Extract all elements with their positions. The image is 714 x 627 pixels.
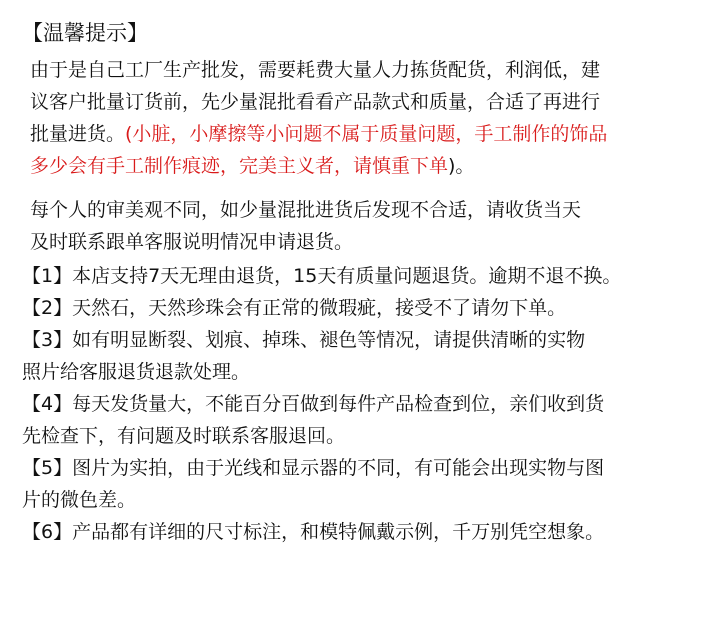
- intro-paragraph: [22, 54, 694, 182]
- notice-title: 【温馨提示】: [22, 21, 148, 45]
- intro-line-4: [30, 150, 694, 182]
- intro-line-1: 由于是自己工厂生产批发，需要耗费大量人力拣货配货，利润低，建: [30, 59, 601, 81]
- return-request-paragraph: [22, 194, 694, 258]
- intro-line-3-text: 批量进货。: [30, 123, 126, 145]
- return-line-2: 及时联系跟单客服说明情况申请退货。: [30, 231, 354, 253]
- intro-line-3: [30, 118, 694, 150]
- quality-disclaimer-text-cont: 多少会有手工制作痕迹，完美主义者，请慎重下单: [30, 155, 449, 177]
- rule-item-1: [22, 260, 694, 292]
- rule-item-3: [22, 324, 694, 388]
- rule-1-line-1: 【1】本店支持7天无理由退货，15天有质量问题退货。逾期不退不换。: [22, 265, 622, 287]
- rule-item-6: [22, 516, 694, 548]
- rule-item-4: [22, 388, 694, 452]
- quality-disclaimer-text: (小脏，小摩擦等小问题不属于质量问题，手工制作的饰品: [125, 123, 608, 145]
- rule-3-line-2: 照片给客服退货退款处理。: [22, 361, 251, 383]
- rule-3-line-1: 【3】如有明显断裂、划痕、掉珠、褪色等情况，请提供清晰的实物: [22, 329, 586, 351]
- rule-item-5: [22, 452, 694, 516]
- rule-6-line-1: 【6】产品都有详细的尺寸标注，和模特佩戴示例，千万别凭空想象。: [22, 521, 605, 543]
- rule-item-2: [22, 292, 694, 324]
- rule-4-line-2: 先检查下，有问题及时联系客服退回。: [22, 425, 346, 447]
- rule-5-line-1: 【5】图片为实拍，由于光线和显示器的不同，有可能会出现实物与图: [22, 457, 605, 479]
- intro-line-2: 议客户批量订货前，先少量混批看看产品款式和质量，合适了再进行: [30, 91, 601, 113]
- rule-4-line-1: 【4】每天发货量大，不能百分百做到每件产品检查到位，亲们收到货: [22, 393, 605, 415]
- return-line-1: 每个人的审美观不同，如少量混批进货后发现不合适，请收货当天: [30, 199, 582, 221]
- rule-5-line-2: 片的微色差。: [22, 489, 137, 511]
- rule-2-line-1: 【2】天然石，天然珍珠会有正常的微瑕疵，接受不了请勿下单。: [22, 297, 567, 319]
- intro-line-4-end: )。: [448, 155, 475, 177]
